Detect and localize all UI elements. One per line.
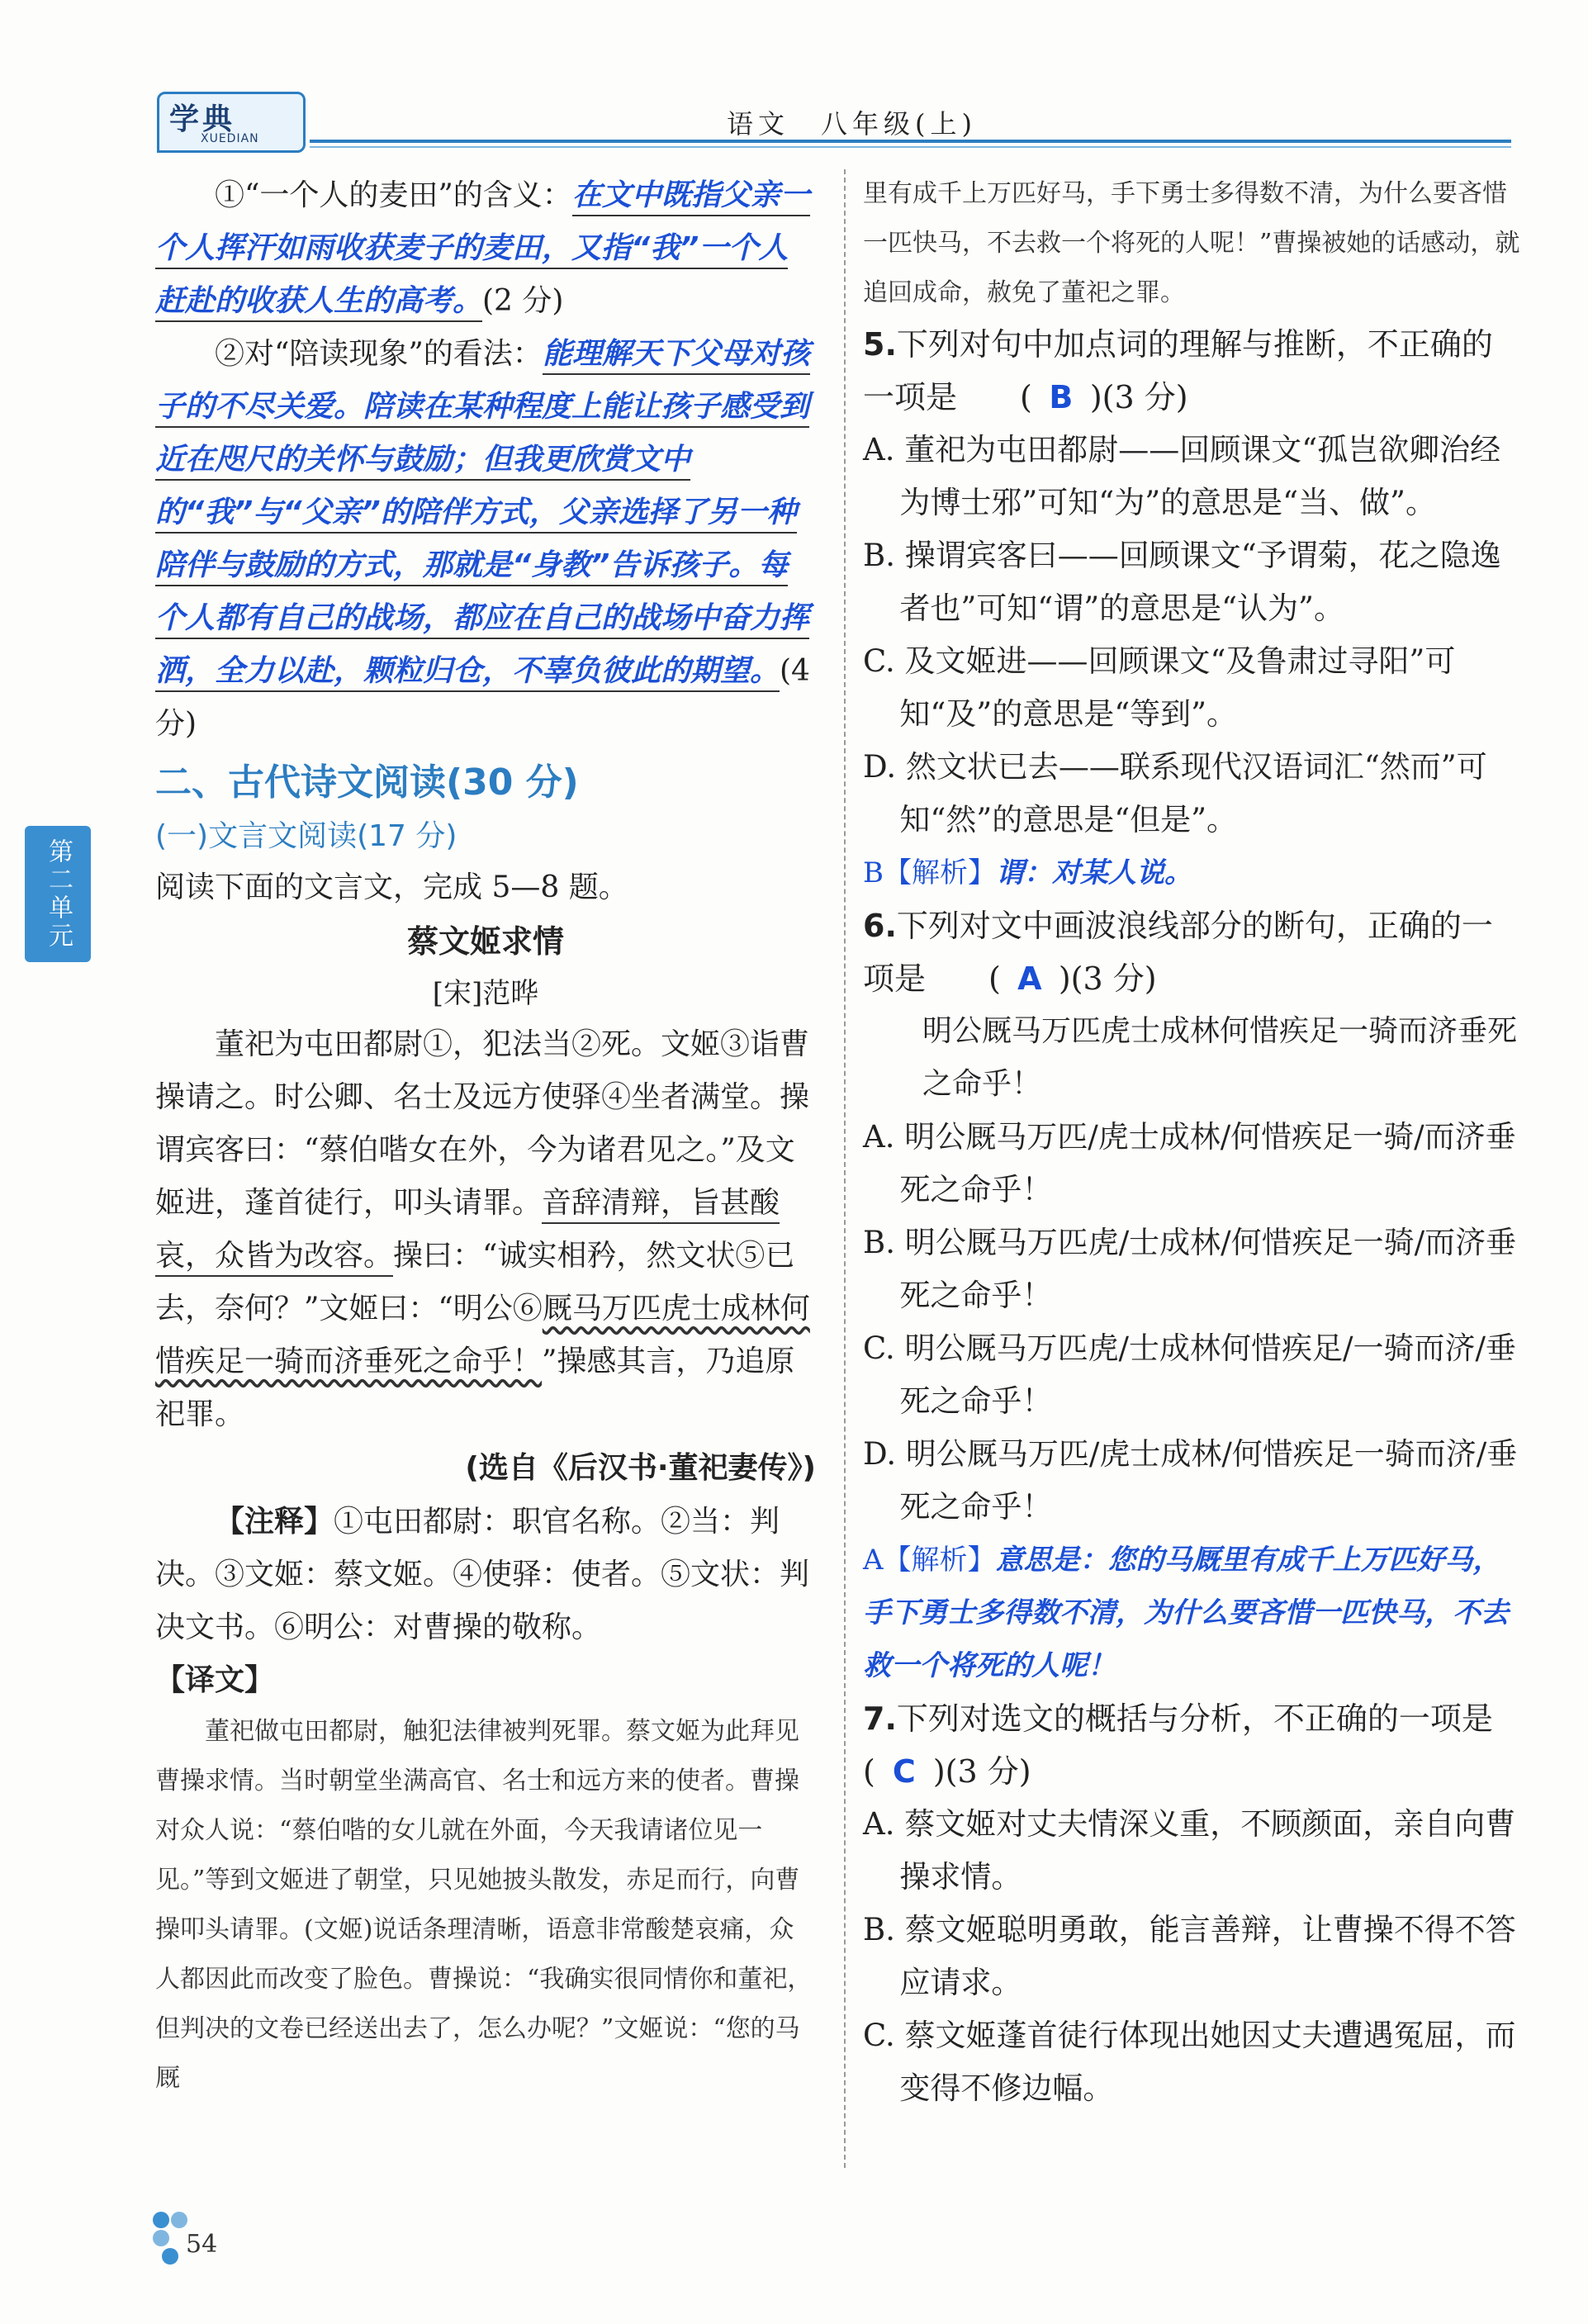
q6-score: )(3 分) [1058,960,1157,997]
translation-tag: 【译文】 [155,1663,275,1697]
notes-tag: 【注释】 [215,1505,334,1539]
q2-label: ②对“陪读现象”的看法： [215,337,543,371]
dot-icon [171,2212,187,2228]
dot-icon [162,2248,178,2265]
q5-stem [863,318,1524,424]
publisher-logo [157,92,306,153]
article-wavy-sentence: 厩马万匹虎士成林何惜疾足一骑而济垂死之命乎！ [155,1292,810,1378]
q6-option-c: C. 明公厩马万匹虎/士成林何惜疾足/一骑而济/垂死之命乎！ [863,1330,1516,1419]
q2-score: (4 分) [155,654,810,741]
article-title: 蔡文姬求情 [406,923,564,960]
q5-option-b: B. 操谓宾客曰——回顾课文“予谓菊，花之隐逸者也”可知“谓”的意思是“认为”。 [863,538,1501,626]
q5-text: 下列对句中加点词的理解与推断，不正确的一项是 [863,326,1493,415]
q5-explain-text: 谓：对某人说。 [996,856,1192,889]
q2-handwritten-answer: 能理解天下父母对孩子的不尽关爱。陪读在某种程度上能让孩子感受到近在咫尺的关怀与鼓励；但我更欣赏文中的“我”与“父亲”的陪伴方式，父亲选择了另一种陪伴与鼓励的方式，那就是“身教”告诉孩子。每个人都有自己的战场，都应在自己的战场中奋力挥洒，全力以赴，颗粒归仓，不辜负彼此的期望。 [155,337,810,692]
q7-answer: C [892,1753,916,1790]
q6-explain-tag: A【解析】 [863,1544,996,1577]
unit-side-tab: 第二单元 [25,826,91,962]
article-source: (选自《后汉书·董祀妻传》) [465,1451,816,1485]
header-rule [310,140,1511,143]
q1-handwritten-answer: 在文中既指父亲一个人挥汗如雨收获麦子的麦田，又指“我”一个人赶赴的收获人生的高考。 [155,178,810,322]
q6-option-a: A. 明公厩马万匹/虎士成林/何惜疾足一骑/而济垂死之命乎！ [863,1119,1516,1207]
page-header [149,87,1511,153]
q1-score: (2 分) [482,284,564,318]
q6-paren: ( [988,960,1001,997]
section-title: 二、古代诗文阅读(30 分) [155,761,579,804]
q7-option-a: A. 蔡文姬对丈夫情深义重，不顾颜面，亲自向曹操求情。 [863,1806,1516,1895]
right-column [863,169,1524,2115]
q5-option-d: D. 然文状已去——联系现代汉语词汇“然而”可知“然”的意思是“但是”。 [863,749,1487,837]
article-text-1: 董祀为屯田都尉①，犯法当②死。文姬③诣曹操请之。时公卿、名士及远方使驿④坐者满堂。操谓宾客曰：“蔡伯喈女在外，今为诸君见之。”及文姬进，蓬首徒行，叩头请罪。 [155,1027,810,1220]
column-divider [844,169,846,2168]
q7-score: )(3 分) [932,1753,1031,1790]
q6-text: 下列对文中画波浪线部分的断句，正确的一项是 [863,908,1493,997]
logo-subtext: XUEDIAN [201,132,259,145]
q5-explain-tag: B【解析】 [863,856,996,889]
article-text-3: ”操感其言，乃追原祀罪。 [155,1345,795,1431]
q7-number: 7. [863,1700,897,1737]
q5-answer: B [1049,379,1074,415]
q6-stem [863,899,1524,1005]
dot-icon [153,2230,169,2246]
q5-score: )(3 分) [1089,379,1188,415]
q2-answer-block [155,328,816,751]
q5-paren: ( [1020,379,1032,415]
q5-explanation [863,847,1524,899]
page-number: 54 [186,2230,218,2259]
q6-option-d: D. 明公厩马万匹/虎士成林/何惜疾足一骑而济/垂死之命乎！ [863,1436,1518,1525]
translation-continued: 里有成千上万匹好马，手下勇士多得数不清，为什么要吝惜一匹快马，不去救一个将死的人呢！”曹操被她的话感动，就追回成命，赦免了董祀之罪。 [863,179,1520,307]
q5-number: 5. [863,326,897,363]
q1-answer-block [155,169,816,328]
article-text-underlined: 音辞清辩，旨甚酸哀，众皆为改容。 [155,1186,780,1277]
article-text-2: 操曰：“诚实相矜，然文状⑤已去，奈何？”文姬曰：“明公⑥ [155,1239,795,1326]
q7-stem [863,1692,1524,1798]
notes-text: ①屯田都尉：职官名称。②当：判决。③文姬：蔡文姬。④使驿：使者。⑤文状：判决文书。⑥明公：对曹操的敬称。 [155,1505,810,1644]
q7-option-b: B. 蔡文姬聪明勇敢，能言善辩，让曹操不得不答应请求。 [863,1912,1516,2000]
q5-option-a: A. 董祀为屯田都尉——回顾课文“孤岂欲卿治经为博士邪”可知“为”的意思是“当、做”。 [863,432,1501,520]
q6-explanation [863,1534,1524,1692]
translation-text: 董祀做屯田都尉，触犯法律被判死罪。蔡文姬为此拜见曹操求情。当时朝堂坐满高官、名士和远方来的使者。曹操对众人说：“蔡伯喈的女儿就在外面，今天我请诸位见一见。”等到文姬进了朝堂，只见她披头散发，赤足而行，向曹操叩头请罪。(文姬)说话条理清晰，语意非常酸楚哀痛，众人都因此而改变了脸色。曹操说：“我确实很同情你和董祀，但判决的文卷已经送出去了，怎么办呢？”文姬说：“您的马厩 [155,1717,813,2093]
left-column [155,169,816,2103]
q6-explain-text: 意思是：您的马厩里有成千上万匹好马，手下勇士多得数不清，为什么要吝惜一匹快马，不去救一个将死的人呢！ [863,1544,1509,1682]
article-author: [宋]范晔 [432,977,539,1010]
instruction: 阅读下面的文言文，完成 5—8 题。 [155,870,628,904]
notes [155,1496,816,1654]
q1-label: ①“一个人的麦田”的含义： [215,178,572,212]
dot-icon [153,2212,169,2228]
logo-text: 学典 [169,102,236,136]
article-body [155,1018,816,1441]
q7-paren: ( [863,1753,875,1790]
header-rule-thin [310,146,1511,148]
q6-option-b: B. 明公厩马万匹虎/士成林/何惜疾足一骑/而济垂死之命乎！ [863,1225,1517,1313]
q7-option-c: C. 蔡文姬蓬首徒行体现出她因丈夫遭遇冤屈，而变得不修边幅。 [863,2018,1516,2106]
q6-sentence: 明公厩马万匹虎士成林何惜疾足一骑而济垂死之命乎！ [922,1014,1518,1101]
book-title: 语文 八年级(上) [727,108,977,140]
q6-answer: A [1017,960,1042,997]
q5-option-c: C. 及文姬进——回顾课文“及鲁肃过寻阳”可知“及”的意思是“等到”。 [863,643,1456,732]
q6-number: 6. [863,908,897,944]
q7-text: 下列对选文的概括与分析，不正确的一项是 [896,1700,1493,1737]
subsection-title: (一)文言文阅读(17 分) [155,819,457,853]
